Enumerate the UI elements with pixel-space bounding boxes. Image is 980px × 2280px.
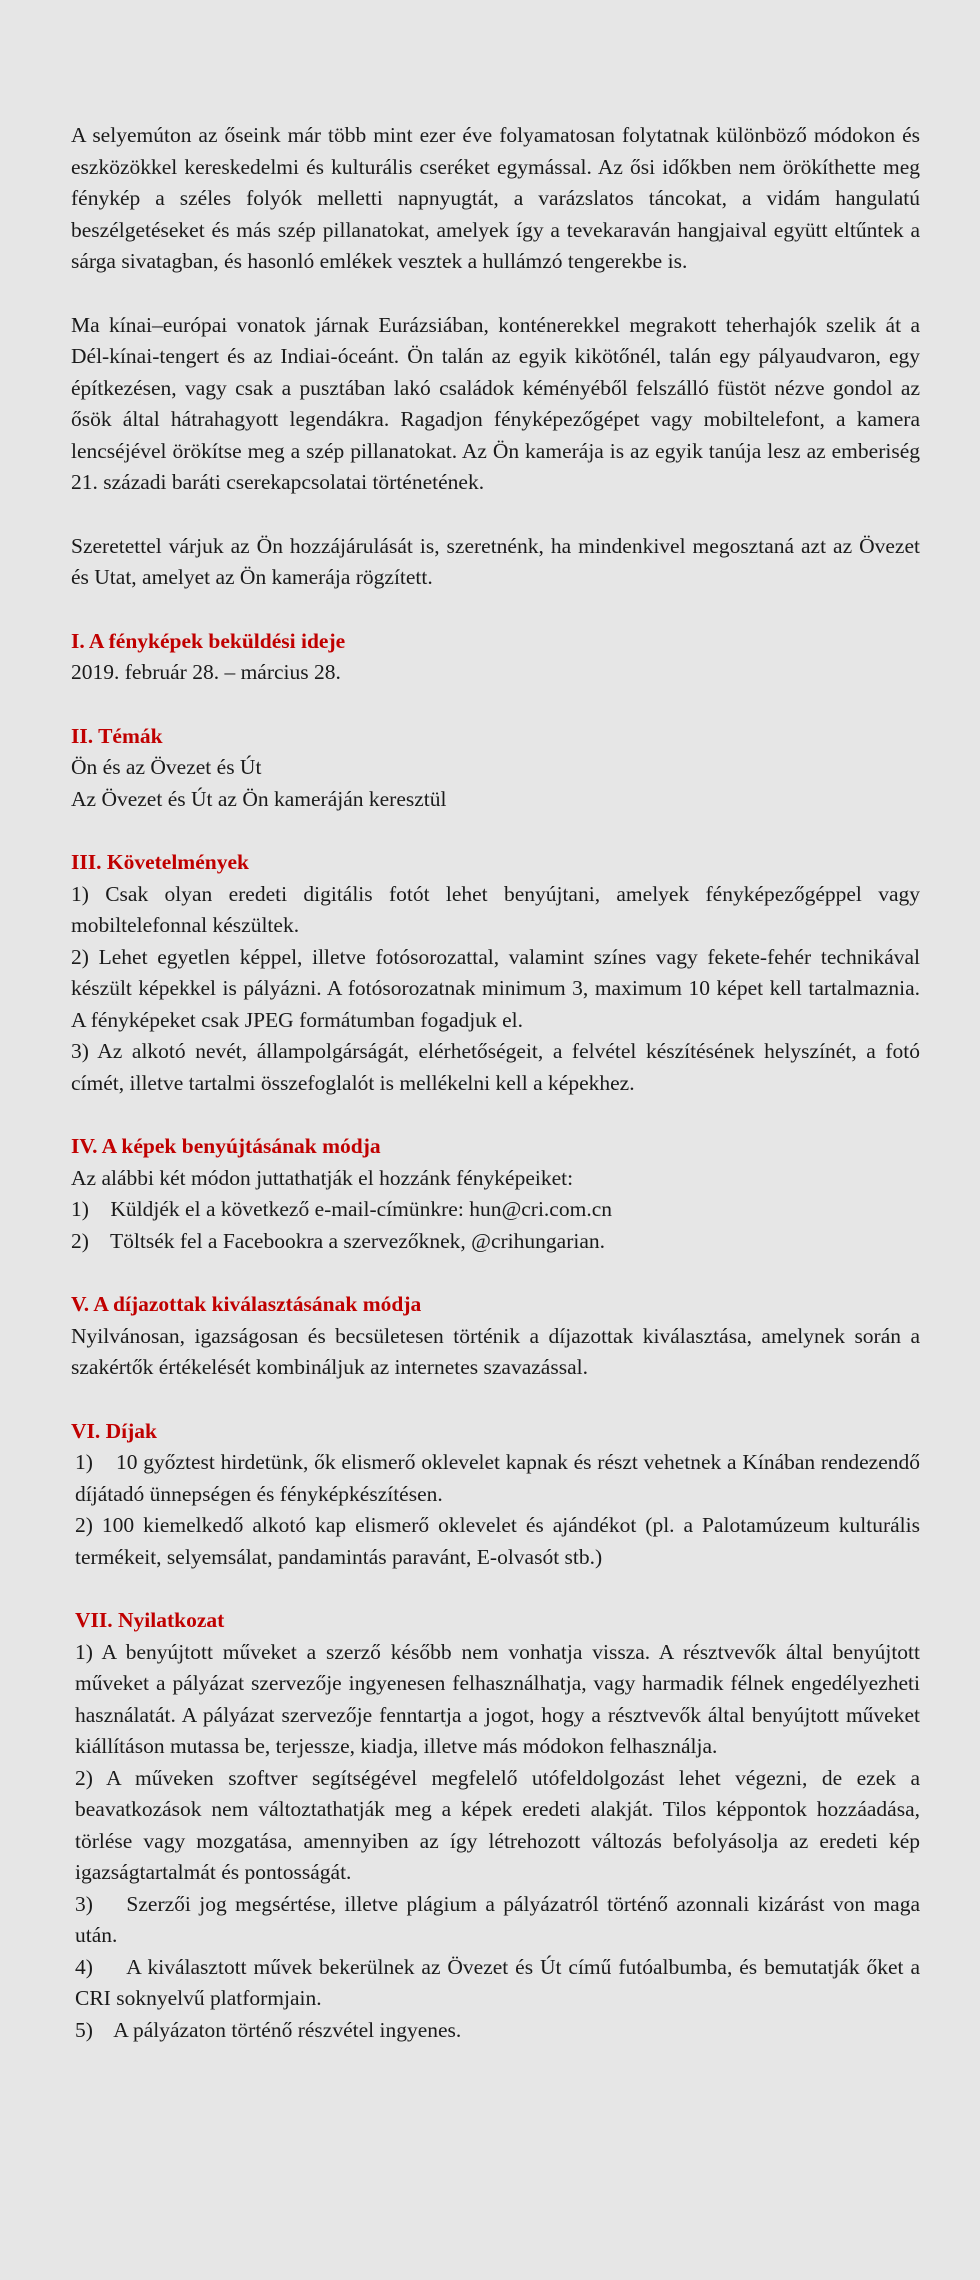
section-line: Nyilvánosan, igazságosan és becsületesen történik a díjazottak kiválasztása, amelynek során a szakértők értékelését kombináljuk az internetes szavazással. [71, 1323, 920, 1379]
list-item: 2) 100 kiemelkedő alkotó kap elismerő oklevelet és ajándékot (pl. a Palotamúzeum kulturális termékeit, selyemsálat, pandamintás paravánt, E-olvasót stb.) [75, 1513, 920, 1569]
list-item: 1) Csak olyan eredeti digitális fotót lehet benyújtani, amelyek fényképezőgéppel vagy mobiltelefonnal készültek. [71, 881, 920, 937]
list-item: 3) Szerzői jog megsértése, illetve plágium a pályázatról történő azonnali kizárást von maga után. [75, 1891, 926, 1947]
section-heading: V. A díjazottak kiválasztásának módja [71, 1292, 422, 1316]
section-submission-period [71, 626, 920, 689]
section-line: Az Övezet és Út az Ön kameráján keresztül [71, 786, 447, 811]
list-item: 1) Küldjék el a következő e-mail-címünkre: hun@cri.com.cn [71, 1197, 612, 1221]
list-item: 1) A benyújtott műveket a szerző később nem vonhatja vissza. A résztvevők által benyújtott műveket a pályázat szervezője ingyenesen felhasználhatja, vagy harmadik félnek engedélyezheti használatát. A pályázat szervezője fenntartja a jogot, hogy a résztvevők által benyújtott műveket kiállításon mutassa be, terjessze, kiadja, illetve más módokon felhasználja. [75, 1639, 920, 1758]
section-declaration [71, 1605, 926, 2046]
section-submission-method [71, 1131, 920, 1257]
list-item: 3) Az alkotó nevét, állampolgárságát, elérhetőségeit, a felvétel készítésének helyszínét, a fotó címét, illetve tartalmi összefoglalót is mellékelni kell a képekhez. [71, 1039, 920, 1095]
section-line: 2019. február 28. – március 28. [71, 660, 341, 684]
list-item: 4) A kiválasztott művek bekerülnek az Övezet és Út című futóalbumba, és bemutatják őket a CRI soknyelvű platformjain. [75, 1954, 926, 2010]
section-requirements [71, 847, 920, 1099]
list-item: 5) A pályázaton történő részvétel ingyenes. [75, 2017, 462, 2042]
list-item: 2) A műveken szoftver segítségével megfelelő utófeldolgozást lehet végezni, de ezek a beavatkozások nem változtathatják meg a képek eredeti alakját. Tilos képpontok hozzáadása, törlése vagy mozgatása, amennyiben az így létrehozott változás befolyásolja az eredeti kép igazságtartalmát és pontosságát. [75, 1765, 920, 1884]
section-heading: III. Követelmények [71, 850, 249, 874]
list-item: 2) Töltsék fel a Facebookra a szervezőknek, @crihungarian. [71, 1228, 605, 1253]
list-item: 2) Lehet egyetlen képpel, illetve fotósorozattal, valamint színes vagy fekete-fehér technikával készült képekkel is pályázni. A fotósorozatnak minimum 3, maximum 10 képet kell tartalmaznia. A fényképeket csak JPEG formátumban fogadjuk el. [71, 944, 920, 1032]
section-prizes [71, 1416, 926, 1574]
intro-paragraph-1: A selyemúton az őseink már több mint ezer éve folyamatosan folytatnak különböző módokon és eszközökkel kereskedelmi és kulturális cseréket egymással. Az ősi időkben nem örökíthette meg fénykép a széles folyók melletti napnyugtát, a varázslatos táncokat, a vidám hangulatú beszélgetéseket és más szép pillanatokat, amelyek így a tevekaraván hangjaival együtt eltűntek a sárga sivatagban, és hasonló emlékek vesztek a hullámzó tengerekbe is. [71, 123, 920, 273]
section-themes [71, 721, 920, 816]
section-heading: VII. Nyilatkozat [75, 1608, 225, 1632]
section-heading: II. Témák [71, 723, 163, 748]
section-heading: IV. A képek benyújtásának módja [71, 1134, 381, 1158]
section-heading: I. A fényképek beküldési ideje [71, 628, 346, 653]
intro-paragraph-3: Szeretettel várjuk az Ön hozzájárulását is, szeretnénk, ha mindenkivel megosztaná azt az Övezet és Utat, amelyet az Ön kamerája rögzített. [71, 533, 920, 589]
section-heading: VI. Díjak [71, 1418, 158, 1443]
intro-paragraph-2: Ma kínai–európai vonatok járnak Eurázsiában, konténerekkel megrakott teherhajók szelik át a Dél-kínai-tengert és az Indiai-óceánt. Ön talán az egyik kikötőnél, talán egy pályaudvaron, egy építkezésen, vagy csak a pusztában lakó családok kéményéből felszálló füstöt nézve gondol az ősök által hátrahagyott legendákra. Ragadjon fényképezőgépet vagy mobiltelefont, a kamera lencséjével örökítse meg a szép pillanatokat. Az Ön kamerája is az egyik tanúja lesz az emberiség 21. századi baráti cserekapcsolatai történetének. [71, 312, 920, 494]
section-line: Az alábbi két módon juttathatják el hozzánk fényképeiket: [71, 1165, 574, 1190]
section-line: Ön és az Övezet és Út [71, 755, 262, 779]
list-item: 1) 10 győztest hirdetünk, ők elismerő oklevelet kapnak és részt vehetnek a Kínában rendezendő díjátadó ünnepségen és fényképkészítésen. [75, 1450, 926, 1506]
section-selection-method [71, 1289, 920, 1384]
